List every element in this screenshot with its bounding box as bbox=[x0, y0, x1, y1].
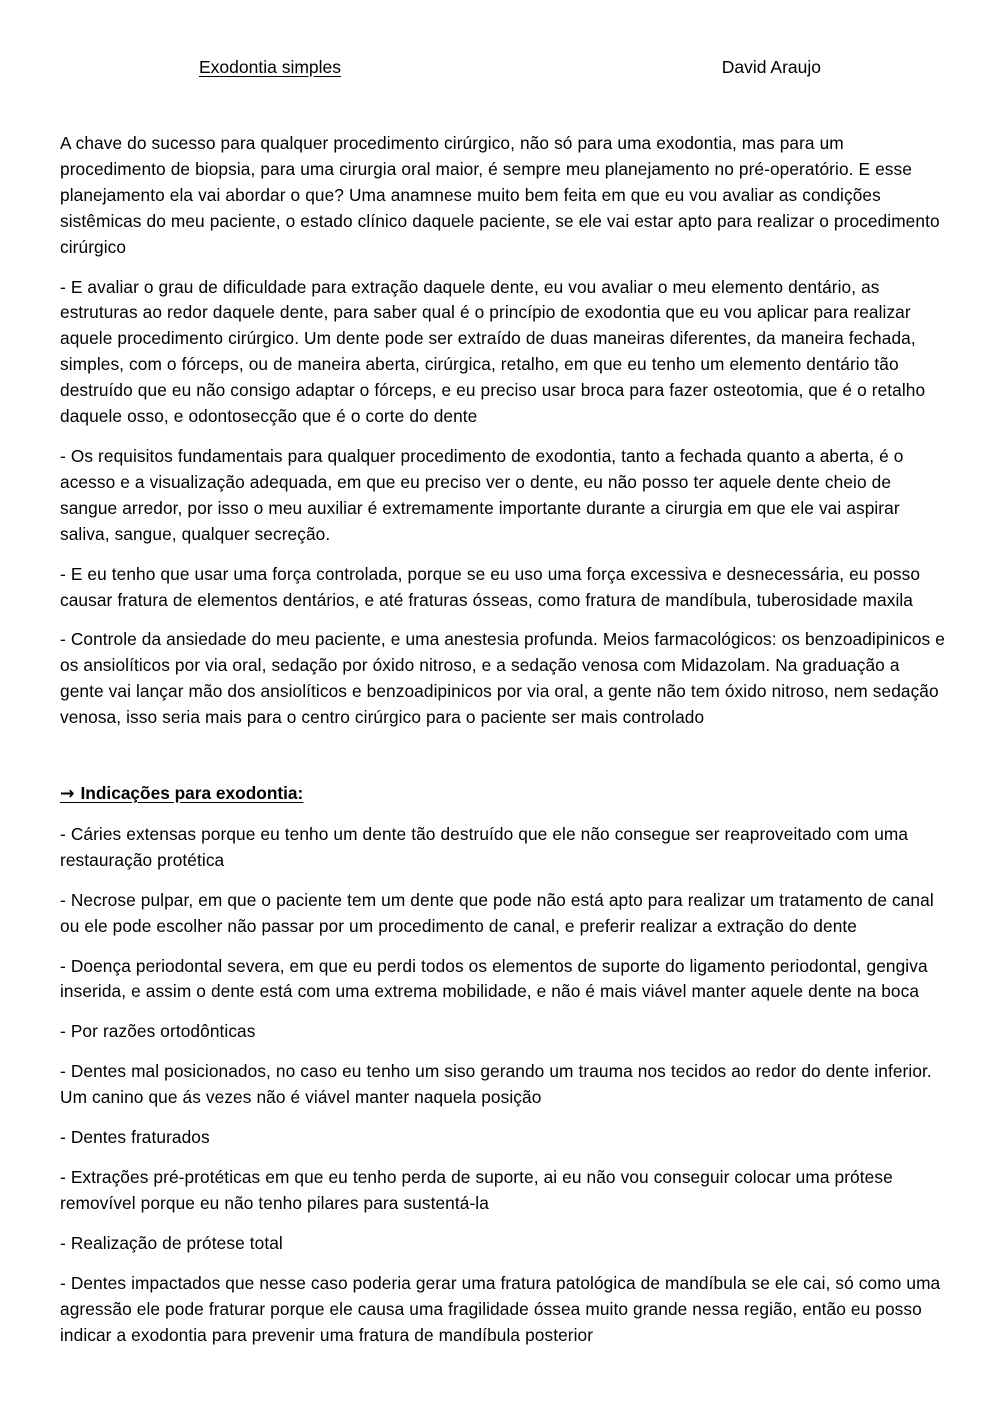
paragraph-intro-4: - E eu tenho que usar uma força controlada, porque se eu uso uma força excessiva e desnecessária, eu posso causar fratura de elementos dentários, e até fraturas ósseas, como fratura de mandíbula, tuberosidade maxila bbox=[60, 563, 921, 610]
arrow-right-icon: → bbox=[60, 784, 81, 805]
paragraph-intro-2: - E avaliar o grau de dificuldade para extração daquele dente, eu vou avaliar o meu elemento dentário, as estruturas ao redor daquele dente, para saber qual é o princípio de exodontia que eu vou aplicar para realizar aquele procedimento cirúrgico. Um dente pode ser extraído de duas maneiras diferentes, da maneira fechada, simples, com o fórceps, ou de maneira aberta, cirúrgica, retalho, em que eu tenho um elemento dentário tão destruído que eu não consigo adaptar o fórceps, e eu preciso usar broca para fazer osteotomia, que é o retalho daquele osso, e odontosecção que é o corte do dente bbox=[60, 276, 926, 427]
document-header bbox=[60, 56, 945, 82]
paragraph-intro-5: - Controle da ansiedade do meu paciente, e uma anestesia profunda. Meios farmacológicos: os benzoadipinicos e os ansiolíticos por via oral, sedação por óxido nitroso, e a sedação venosa com Midazolam. Na graduação a gente vai lançar mão dos ansiolíticos e benzoadipinicos por via oral, a gente não tem óxido nitroso, nem sedação venosa, isso seria mais para o centro cirúrgico para o paciente ser mais controlado bbox=[60, 629, 945, 728]
list-item: - Doença periodontal severa, em que eu perdi todos os elementos de suporte do ligamento periodontal, gengiva inserida, e assim o dente está com uma extrema mobilidade, e não é mais viável manter aquele dente na boca bbox=[60, 955, 928, 1002]
header-author-right: David Araujo bbox=[721, 57, 821, 77]
section-spacer bbox=[60, 745, 946, 781]
paragraph-intro-3: - Os requisitos fundamentais para qualquer procedimento de exodontia, tanto a fechada quanto a aberta, é o acesso e a visualização adequada, em que eu preciso ver o dente, eu não posso ter aquele dente cheio de sangue arredor, por isso o meu auxiliar é extremamente importante durante a cirurgia em que ele vai aspirar saliva, sangue, qualquer secreção. bbox=[60, 445, 904, 544]
list-item: - Cáries extensas porque eu tenho um dente tão destruído que ele não consegue ser reaproveitado com uma restauração protética bbox=[60, 823, 909, 870]
list-item: - Dentes impactados que nesse caso poderia gerar uma fratura patológica de mandíbula se ele cai, só como uma agressão ele pode fraturar porque ele causa uma fragilidade óssea muito grande nessa região, então eu posso indicar a exodontia para prevenir uma fratura de mandíbula posterior bbox=[60, 1272, 941, 1345]
document-body bbox=[60, 131, 946, 1362]
list-item: - Por razões ortodônticas bbox=[60, 1021, 256, 1042]
section-heading-indicacoes bbox=[60, 781, 946, 808]
list-item: - Extrações pré-protéticas em que eu tenho perda de suporte, ai eu não vou conseguir colocar uma prótese removível porque eu não tenho pilares para sustentá-la bbox=[60, 1167, 893, 1213]
paragraph-intro-1: A chave do sucesso para qualquer procedimento cirúrgico, não só para uma exodontia, mas para um procedimento de biopsia, para uma cirurgia oral maior, é sempre meu planejamento no pré-operatório. E esse planejamento ela vai abordar o que? Uma anamnese muito bem feita em que eu vou avaliar as condições sistêmicas do meu paciente, o estado clínico daquele paciente, se ele vai estar apto para realizar o procedimento cirúrgico bbox=[60, 133, 940, 257]
list-item: - Dentes fraturados bbox=[60, 1127, 210, 1148]
list-item: - Dentes mal posicionados, no caso eu tenho um siso gerando um trauma nos tecidos ao redor do dente inferior. Um canino que ás vezes não é viável manter naquela posição bbox=[60, 1061, 932, 1108]
list-item: - Realização de prótese total bbox=[60, 1232, 283, 1253]
header-title-left: Exodontia simples bbox=[199, 57, 342, 77]
list-item: - Necrose pulpar, em que o paciente tem um dente que pode não está apto para realizar um tratamento de canal ou ele pode escolher não passar por um procedimento de canal, e preferir realizar a extração do dente bbox=[60, 889, 934, 936]
section-heading-label: Indicações para exodontia: bbox=[80, 783, 304, 804]
